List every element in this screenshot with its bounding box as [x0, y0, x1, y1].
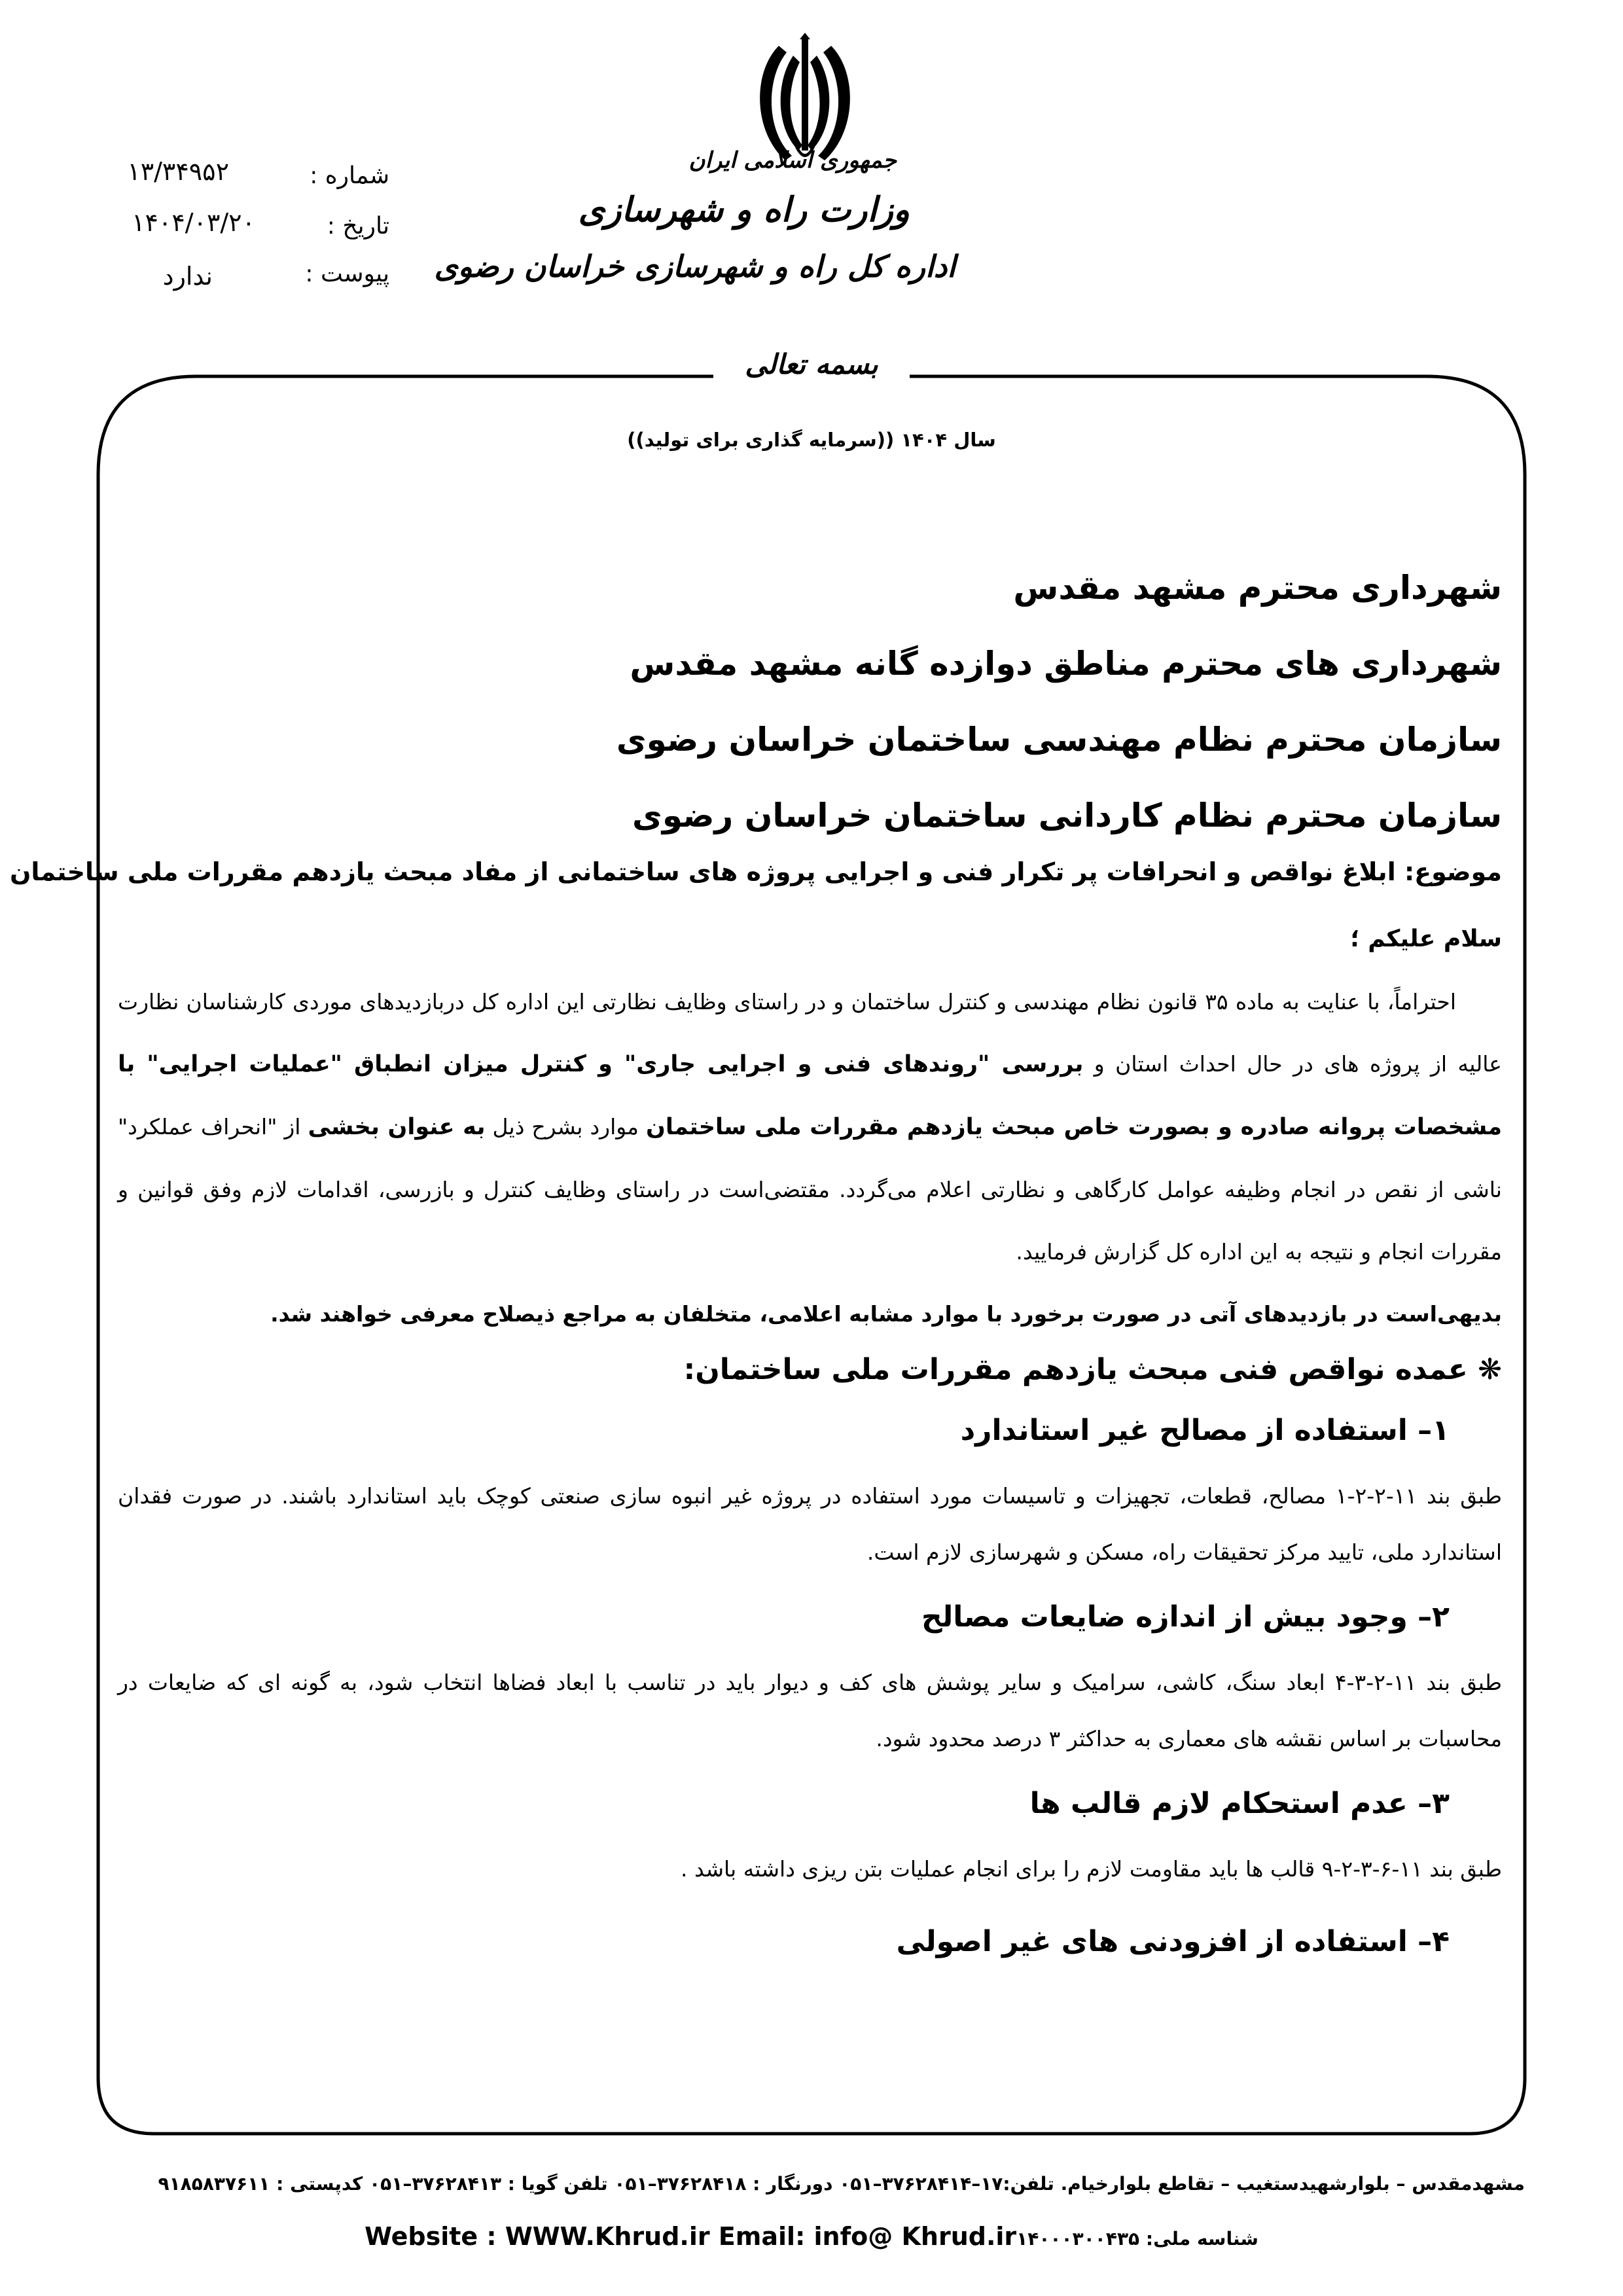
- letter-subject: موضوع: ابلاغ نواقص و انحرافات پر تکرار فنی و اجرایی پروژه های ساختمانی از مفاد مبحث یازدهم مقررات ملی ساختمان: [9, 857, 1502, 886]
- item-1-title: ۱– استفاده از مصالح غیر استاندارد: [960, 1414, 1450, 1447]
- attachment-value: ندارد: [162, 262, 213, 291]
- footer-web: Website : WWW.Khrud.ir Email: info@ Khrud.ir: [365, 2222, 1017, 2251]
- item-1-body: طبق بند ۱۱-۲-۲-۱ مصالح، قطعات، تجهیزات و تاسیسات مورد استفاده در پروژه غیر انبوه سازی صنعتی کوچک باید استاندارد باشند. در صورت فقدان استاندارد ملی، تایید مرکز تحقیقات راه، مسکن و شهرسازی لازم است.: [118, 1483, 1502, 1565]
- header-country: جمهوری اسلامی ایران: [688, 147, 897, 173]
- recipient-4: سازمان محترم نظام کاردانی ساختمان خراسان رضوی: [632, 797, 1502, 834]
- greeting: سلام علیکم ؛: [1350, 925, 1502, 952]
- item-3-body: طبق بند ۱۱-۶-۳-۲-۹ قالب ها باید مقاومت لازم را برای انجام عملیات بتن ریزی داشته باشد .: [681, 1856, 1502, 1882]
- paragraph-main: [118, 971, 1502, 1283]
- date-label: تاریخ :: [327, 213, 389, 240]
- recipient-2: شهرداری های محترم مناطق دوازده گانه مشهد مقدس: [630, 645, 1502, 683]
- paragraph-main-part3: از "انحراف عملکرد" ناشی از نقص در انجام وظیفه عوامل کارگاهی و نظارتی اعلام می‌گردد. مقتضی‌است در راستای وظایف کنترل و بازرسی، اقدامات لازم وفق قوانین و مقررات انجام و نتیجه به این اداره کل گزارش فرمایید.: [118, 1114, 1502, 1265]
- attachment-label: پیوست :: [305, 260, 389, 287]
- paragraph-main-bold2: به عنوان بخشی: [308, 1114, 486, 1140]
- paragraph-main-part2: موارد بشرح ذیل: [485, 1114, 646, 1139]
- section-title: ❋ عمده نواقص فنی مبحث یازدهم مقررات ملی ساختمان:: [683, 1353, 1502, 1386]
- paragraph-warning: بدیهی‌است در بازدیدهای آتی در صورت برخورد با موارد مشابه اعلامی، متخلفان به مراجع ذیصلاح معرفی خواهند شد.: [270, 1301, 1502, 1327]
- item-2-title: ۲– وجود بیش از اندازه ضایعات مصالح: [921, 1600, 1450, 1634]
- number-label: شماره :: [310, 162, 389, 189]
- number-value: ۱۳/۳۴۹۵۲: [127, 157, 229, 186]
- recipient-3: سازمان محترم نظام مهندسی ساختمان خراسان رضوی: [616, 721, 1502, 759]
- header-ministry: وزارت راه و شهرسازی: [578, 190, 910, 230]
- item-4-title: ۴– استفاده از افزودنی های غیر اصولی: [896, 1925, 1450, 1958]
- letter-body: [9, 550, 1503, 1958]
- footer-contact: [0, 2222, 1623, 2251]
- header-directorate: اداره کل راه و شهرسازی خراسان رضوی: [434, 249, 955, 284]
- bismillah: بسمه تعالی: [745, 348, 878, 380]
- footer-national-id: شناسه ملی: ۱۴۰۰۰۳۰۰۴۳۵: [1016, 2228, 1258, 2250]
- item-2-body: طبق بند ۱۱-۲-۳-۴ ابعاد سنگ، کاشی، سرامیک و سایر پوشش های کف و دیوار باید در تناسب با ابعاد فضاها انتخاب شود، به گونه ای که ضایعات در محاسبات بر اساس نقشه های معماری به حداکثر ۳ درصد محدود شود.: [118, 1670, 1502, 1751]
- paragraph-main-part1: احتراماً، با عنایت به ماده ۳۵ قانون نظام مهندسی و کنترل ساختمان و در راستای وظایف نظارتی این اداره کل دربازدیدهای موردی کارشناسان نظارت عالیه از پروژه های در حال احداث استان و: [118, 989, 1503, 1077]
- recipient-1: شهرداری محترم مشهد مقدس: [1013, 569, 1502, 607]
- date-value: ۱۴۰۴/۰۳/۲۰: [132, 208, 255, 237]
- footer-address: مشهدمقدس – بلوارشهیدستغیب – تقاطع بلوارخیام. تلفن:۱۷–۳۷۶۲۸۴۱۴–۰۵۱ دورنگار : ۳۷۶۲۸۴۱۸–۰۵۱ تلفن گویا : ۳۷۶۲۸۴۱۳–۰۵۱ کدپستی : ۹۱۸۵۸۳۷۶۱۱: [158, 2173, 1525, 2195]
- item-3-title: ۳– عدم استحکام لازم قالب ها: [1029, 1787, 1450, 1820]
- paragraph-main-bold1: بررسی "روندهای فنی و اجرایی جاری" و کنترل میزان انطباق "عملیات اجرایی" با مشخصات پروانه صادره و بصورت خاص مبحث یازدهم مقررات ملی ساختمان: [118, 1051, 1502, 1140]
- year-motto: سال ۱۴۰۴ ((سرمایه گذاری برای تولید)): [627, 429, 996, 451]
